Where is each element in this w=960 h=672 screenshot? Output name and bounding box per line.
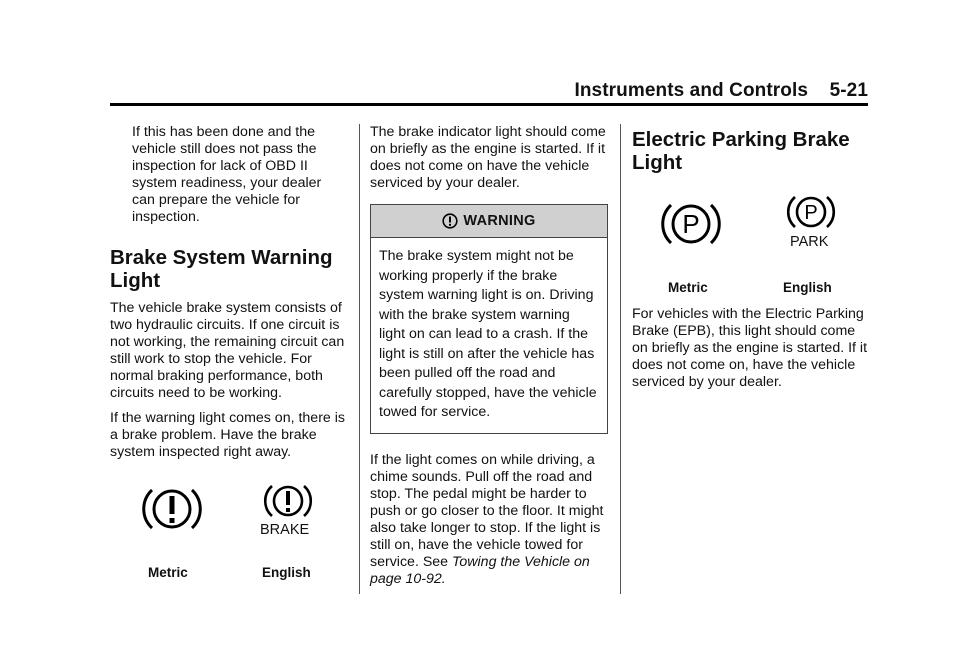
column-divider-1 bbox=[359, 124, 360, 594]
parking-paragraph: For vehicles with the Electric Parking Brake (EPB), this light should come on briefly as the engine is started. If it does not come on, have the vehicle serviced by your dealer. bbox=[632, 306, 868, 390]
park-icon-text: PARK bbox=[790, 234, 829, 250]
header-title: Instruments and Controls 5-21 bbox=[574, 80, 868, 101]
brake-warning-heading: Brake System Warning Light bbox=[110, 246, 333, 292]
warning-title: WARNING bbox=[463, 213, 536, 229]
intro-paragraph: If this has been done and the vehicle still does not pass the inspection for lack of OBD II system readiness, your dealer can prepare the vehicle for inspection. bbox=[132, 124, 322, 225]
brake-english-caption: English bbox=[262, 565, 311, 580]
towing-reference: Towing the Vehicle on page 10-92. bbox=[370, 553, 590, 587]
parking-brake-heading: Electric Parking Brake Light bbox=[632, 128, 850, 174]
column-3 bbox=[632, 124, 868, 391]
parking-metric-letter: P bbox=[682, 209, 700, 239]
brake-warning-english-icon bbox=[262, 481, 314, 521]
driving-text: If the light comes on while driving, a chime sounds. Pull off the road and stop. The pedal might be harder to push or go closer to the floor. It might also take longer to stop. If the light is still on, have the vehicle towed for service. See bbox=[370, 451, 604, 570]
page-header bbox=[110, 80, 868, 104]
brake-paragraph-1: The vehicle brake system consists of two hydraulic circuits. If one circuit is not working, the remaining circuit can still work to stop the vehicle. For normal braking performance, both circuits need to be working. bbox=[110, 300, 345, 401]
driving-paragraph bbox=[370, 452, 608, 588]
parking-icons bbox=[632, 192, 868, 304]
brake-icon-text: BRAKE bbox=[260, 522, 310, 538]
indicator-paragraph: The brake indicator light should come on briefly as the engine is started. If it does not come on have the vehicle serviced by your dealer. bbox=[370, 124, 606, 191]
warning-header bbox=[371, 205, 607, 238]
header-rule bbox=[110, 103, 868, 106]
brake-metric-caption: Metric bbox=[148, 565, 188, 580]
parking-brake-english-icon bbox=[785, 192, 837, 232]
brake-warning-metric-icon bbox=[140, 483, 204, 535]
brake-icons bbox=[110, 481, 348, 583]
parking-english-caption: English bbox=[783, 280, 832, 295]
column-divider-2 bbox=[620, 124, 621, 594]
warning-icon bbox=[442, 213, 458, 229]
warning-body: The brake system might not be working properly if the brake system warning light is on. Driving with the brake system warning light on can lead to a crash. If the light is still on after the vehicle has been pulled off the road and carefully stopped, have the vehicle towed for service. bbox=[379, 248, 597, 420]
parking-english-letter: P bbox=[804, 202, 818, 224]
brake-paragraph-2: If the warning light comes on, there is a brake problem. Have the brake system inspected right away. bbox=[110, 410, 346, 460]
column-1 bbox=[110, 124, 348, 583]
warning-box bbox=[370, 204, 608, 434]
parking-metric-caption: Metric bbox=[668, 280, 708, 295]
column-2 bbox=[370, 124, 608, 588]
parking-brake-metric-icon bbox=[656, 198, 726, 250]
